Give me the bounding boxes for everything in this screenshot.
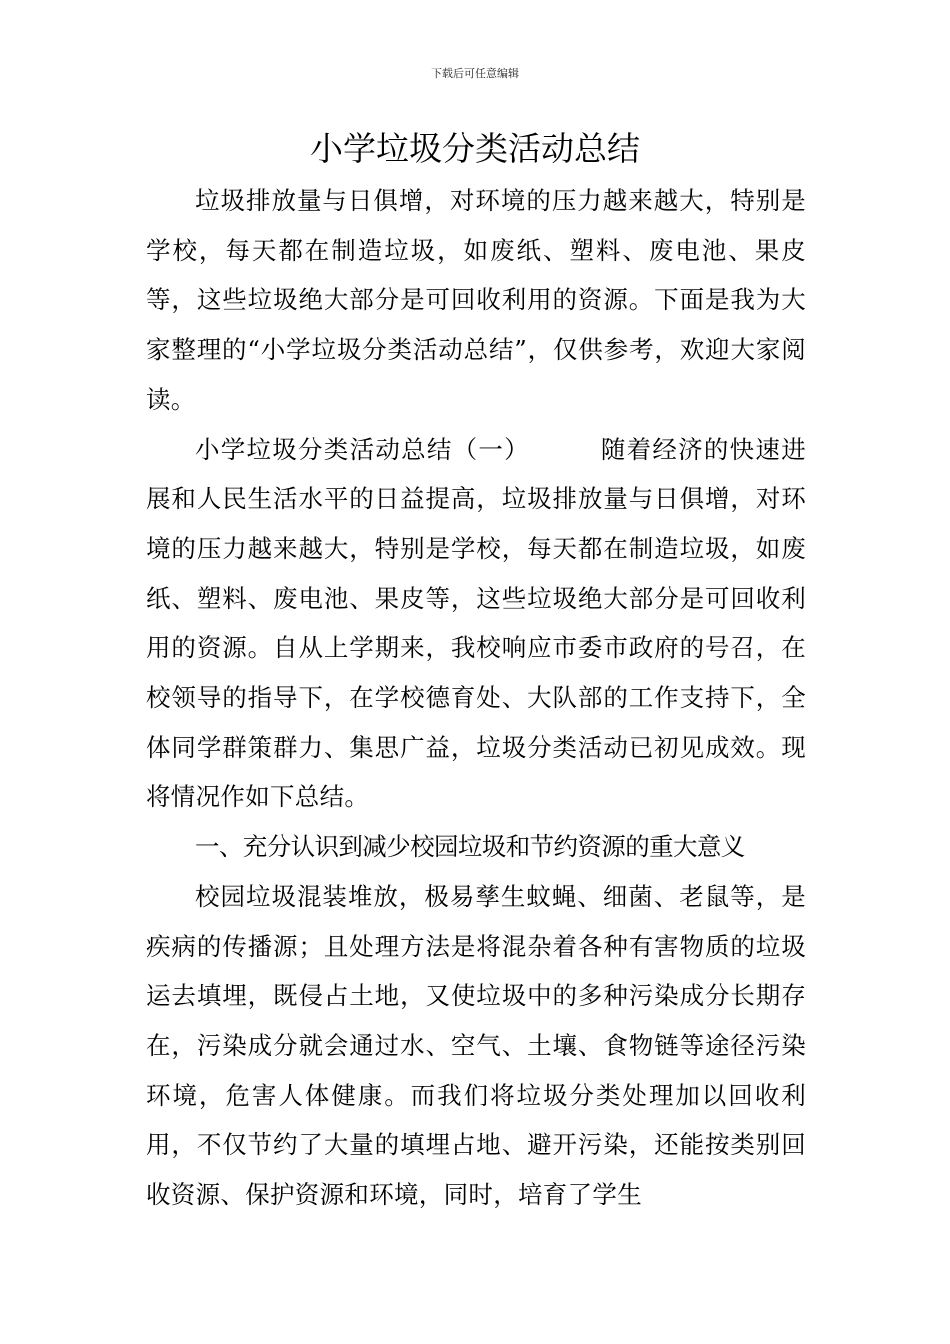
intro-paragraph: 垃圾排放量与日俱增，对环境的压力越来越大，特别是学校，每天都在制造垃圾，如废纸、塑料、废电池、果皮等，这些垃圾绝大部分是可回收利用的资源。下面是我为大家整理的“小学垃圾分类活动总结”，仅供参考，欢迎大家阅读。 xyxy=(146,186,806,414)
document-body xyxy=(146,176,806,1220)
part1-paragraph xyxy=(146,425,806,823)
document-title: 小学垃圾分类活动总结 xyxy=(310,129,640,168)
section1-heading: 一、充分认识到减少校园垃圾和节约资源的重大意义 xyxy=(195,832,745,862)
part1-label: 小学垃圾分类活动总结（一） xyxy=(195,434,530,464)
header-note: 下载后可任意编辑 xyxy=(431,67,519,80)
part1-text: 随着经济的快速进展和人民生活水平的日益提高，垃圾排放量与日俱增，对环境的压力越来越大，特别是学校，每天都在制造垃圾，如废纸、塑料、废电池、果皮等，这些垃圾绝大部分是可回收利用的资源。自从上学期来，我校响应市委市政府的号召，在校领导的指导下，在学校德育处、大队部的工作支持下，全体同学群策群力、集思广益，垃圾分类活动已初见成效。现将情况作如下总结。 xyxy=(146,434,806,812)
section1-paragraph: 校园垃圾混装堆放，极易孳生蚊蝇、细菌、老鼠等，是疾病的传播源；且处理方法是将混杂着各种有害物质的垃圾运去填埋，既侵占土地，又使垃圾中的多种污染成分长期存在，污染成分就会通过水、空气、土壤、食物链等途径污染环境，危害人体健康。而我们将垃圾分类处理加以回收利用，不仅节约了大量的填埋占地、避开污染，还能按类别回收资源、保护资源和环境，同时，培育了学生 xyxy=(146,881,806,1210)
